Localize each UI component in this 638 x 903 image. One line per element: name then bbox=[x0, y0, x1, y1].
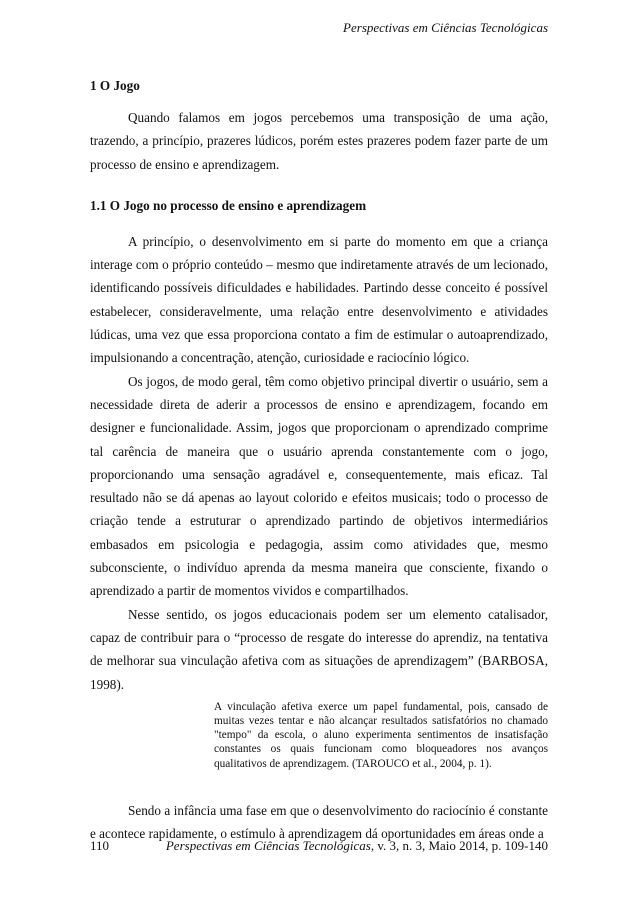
journal-title: Perspectivas em Ciências Tecnológicas bbox=[165, 838, 371, 853]
block-quote: A vinculação afetiva exerce um papel fundamental, pois, cansado de muitas vezes tentar e não alcançar resultados satisfatórios no chamado "tempo" da escola, o aluno experimenta sentimentos de insatisfação constantes os quais funcionam como bloqueadores nos avanços qualitativos de aprendizagem. (TAROUCO et al., 2004, p. 1). bbox=[214, 700, 548, 770]
paragraph-jogos-objetivo: Os jogos, de modo geral, têm como objetivo principal divertir o usuário, sem a necessidade direta de aderir a processos de ensino e aprendizagem, focando em designer e funcionalidade. Assim, jogos que proporcionam o aprendizado comprime tal carência de maneira que o usuário aprenda constantemente com o jogo, proporcionando uma sensação agradável e, consequentemente, mais eficaz. Tal resultado não se dá apenas ao layout colorido e efeitos musicais; todo o processo de criação tende a estruturar o aprendizado partindo de objetivos intermediários embasados em psicologia e pedagogia, assim como atividades que, mesmo subconsciente, o indivíduo aprenda da mesma maneira que consciente, fixando o aprendizado a partir de momentos vividos e compartilhados. bbox=[90, 373, 548, 599]
paragraph-desenvolvimento: A princípio, o desenvolvimento em si parte do momento em que a criança interage com o próprio conteúdo – mesmo que indiretamente através de um lecionado, identificando possíveis dificuldades e habilidades. Partindo desse conceito é possível estabelecer, consideravelmente, uma relação entre desenvolvimento e atividades lúdicas, uma vez que essa proporciona contato a fim de estimular o autoaprendizado, impulsionando a concentração, atenção, curiosidade e raciocínio lógico. bbox=[90, 233, 548, 366]
paragraph-intro: Quando falamos em jogos percebemos uma transposição de uma ação, trazendo, a princípio, prazeres lúdicos, porém estes prazeres podem fazer parte de um processo de ensino e aprendizagem. bbox=[90, 110, 548, 172]
running-head: Perspectivas em Ciências Tecnológicas bbox=[343, 20, 548, 35]
subsection-heading-ensino: 1.1 O Jogo no processo de ensino e aprendizagem bbox=[90, 197, 367, 213]
page-number: 110 bbox=[90, 838, 110, 853]
paragraph-catalisador: Nesse sentido, os jogos educacionais podem ser um elemento catalisador, capaz de contribuir para o “processo de resgate do interesse do aprendiz, na tentativa de melhorar sua vinculação afetiva com as situações de aprendizagem” (BARBOSA, 1998). bbox=[90, 606, 548, 692]
journal-details: , v. 3, n. 3, Maio 2014, p. 109-140 bbox=[370, 838, 548, 853]
page-body bbox=[90, 76, 548, 845]
section-heading-jogo: 1 O Jogo bbox=[90, 78, 140, 93]
paragraph-infancia: Sendo a infância uma fase em que o desenvolvimento do raciocínio é constante e acontece rapidamente, o estímulo à aprendizagem dá oportunidades em áreas onde a bbox=[90, 802, 548, 842]
journal-citation bbox=[166, 838, 548, 854]
